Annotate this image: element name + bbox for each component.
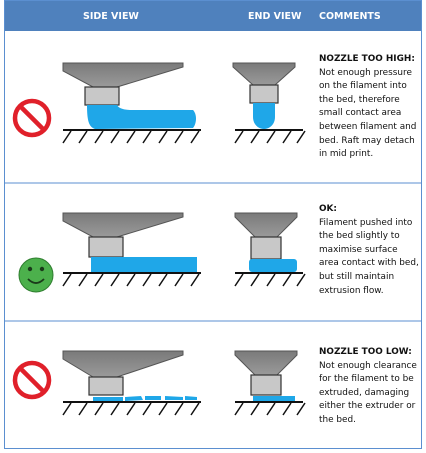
row-3-title: NOZZLE TOO LOW: bbox=[319, 347, 412, 357]
header-end-view: END VIEW bbox=[248, 11, 302, 22]
row-2-status-icon bbox=[19, 258, 53, 292]
nozzle-height-table bbox=[4, 0, 422, 449]
row-3-side-view bbox=[63, 351, 201, 415]
row-1-description: Not enough pressure on the filament into the bed, therefore small contact area between filament and bed. Raft may detach in mid print. bbox=[319, 67, 417, 160]
row-1-comment bbox=[319, 53, 419, 162]
row-2-side-view bbox=[63, 213, 201, 286]
row-3-end-view bbox=[235, 351, 305, 415]
row-2-comment bbox=[319, 203, 419, 298]
row-3-status-icon bbox=[15, 363, 49, 397]
row-2-description: Filament pushed into the bed slightly to maximise surface area contact with bed, but still maintain extrusion flow. bbox=[319, 217, 419, 296]
header-side-view: SIDE VIEW bbox=[83, 11, 139, 22]
row-1-side-view bbox=[63, 63, 201, 143]
row-2-title: OK: bbox=[319, 204, 337, 214]
row-3-description: Not enough clearance for the filament to be extruded, damaging either the extruder or the bed. bbox=[319, 360, 417, 425]
row-1-status-icon bbox=[15, 101, 49, 135]
row-1-title: NOZZLE TOO HIGH: bbox=[319, 54, 415, 64]
row-1-end-view bbox=[233, 63, 305, 143]
row-2-end-view bbox=[235, 213, 305, 286]
header-comments: COMMENTS bbox=[319, 11, 381, 22]
row-3-comment bbox=[319, 346, 419, 428]
